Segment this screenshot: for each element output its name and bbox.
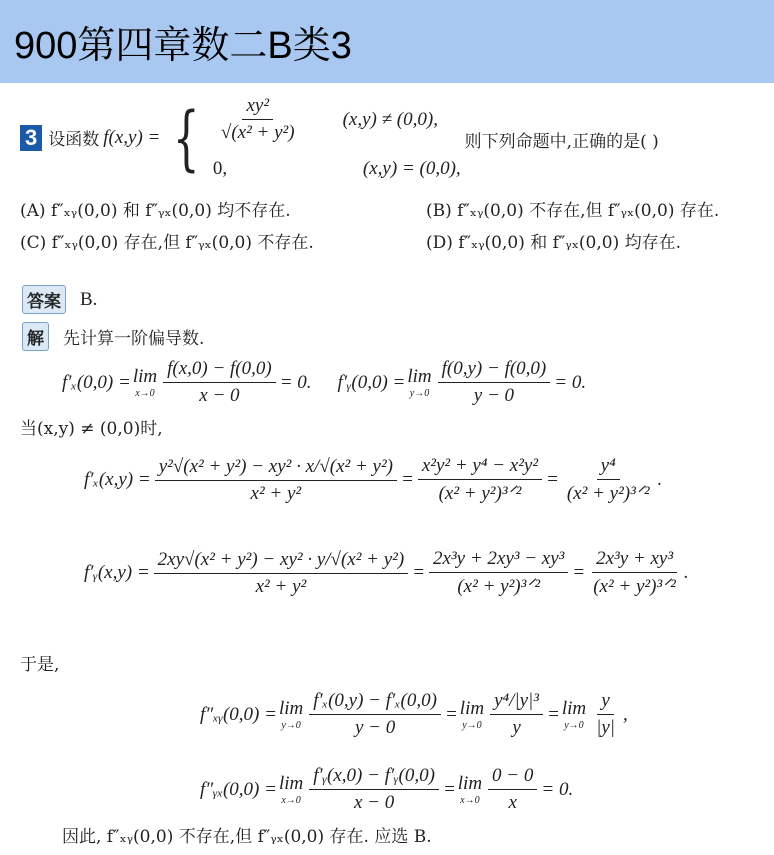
answer-value: B. [80,288,98,310]
lim-sub: y→0 [462,720,482,731]
problem-lead: 设函数 [48,130,100,150]
case1-denominator: √(x² + y²) [220,122,295,143]
fyx-lhs: f″ᵧₓ(0,0) = [200,778,277,800]
fx0-res: = 0. [279,371,312,393]
lim: lim [132,366,158,387]
brace: { [173,96,201,179]
option-b: (B) f″ₓᵧ(0,0) 不存在,但 f″ᵧₓ(0,0) 存在. [426,201,720,221]
lim: lim [278,698,304,719]
solution-intro: 先计算一阶偏导数. [63,329,205,349]
lim: lim [278,773,304,794]
fx-num2: x²y² + y⁴ − x²y² [418,455,542,480]
case1-numerator: xy² [242,95,273,120]
fx-lhs: f′ₓ(x,y) = [84,469,151,490]
lim: lim [407,366,432,387]
lim: lim [459,698,485,719]
lim: lim [561,698,587,719]
fy-den2: (x² + y²)³ᐟ² [457,576,541,597]
lim-sub: y→0 [281,720,301,731]
fx-derivation: f′ₓ(x,y) = $\frac{\text{y²√(x² + y²) − xy² · x/√(x² + y²)}}{\text{x² + y²}}$ = $\frac{\text{x²y² + y⁴ − x²y²}}{\text{(x² + y²)³ᐟ²}}$ = $\frac{\text{y⁴}}{\text{(x² + y²)³ᐟ²}}$ . [84,455,663,504]
fy-num: 2xy√(x² + y²) − xy² · y/√(x² + y²) [154,549,409,574]
fyx-derivation: f″ᵧₓ(0,0) = lim x→0 $\frac{\text{f′ᵧ(x,0) − f′ᵧ(0,0)}}{x - 0}$ = lim x→0 $\frac{0 - 0}{x}$ = 0. [200,765,574,813]
fxy-den3: |y| [596,717,615,738]
fy-num2: 2x³y + 2xy³ − xy³ [429,548,568,573]
fx-den2: (x² + y²)³ᐟ² [438,483,522,504]
first-partials-at-origin [62,358,586,407]
fx-den: x² + y² [250,482,302,504]
option-c: (C) f″ₓᵧ(0,0) 存在,但 f″ᵧₓ(0,0) 不存在. [20,233,314,253]
lim-sub: x→0 [135,388,155,399]
lim-sub: x→0 [460,795,480,806]
fy0-den: y − 0 [473,385,515,406]
thus-line: 于是, [20,655,60,675]
fx-den3: (x² + y²)³ᐟ² [566,483,650,504]
fy0-res: = 0. [554,371,587,393]
problem-number: 3 [20,125,42,151]
lim-sub: y→0 [409,388,430,399]
function-lhs: f(x,y) = [103,126,161,148]
fx-num3: y⁴ [597,455,620,480]
fy-lhs: f′ᵧ(x,y) = [84,562,150,583]
problem-statement [20,95,659,180]
fxy-num: f′ₓ(0,y) − f′ₓ(0,0) [309,690,441,715]
case1-condition: (x,y) ≠ (0,0), [342,108,438,130]
fx0-num: f(x,0) − f(0,0) [163,358,276,383]
fy-den: x² + y² [255,575,307,597]
fy-den3: (x² + y²)³ᐟ² [593,576,676,597]
lim-sub: y→0 [564,720,584,731]
fyx-den: x − 0 [353,792,395,813]
option-d: (D) f″ₓᵧ(0,0) 和 f″ᵧₓ(0,0) 均存在. [426,233,682,253]
fy0-lhs: f′ᵧ(0,0) = [337,371,406,393]
header-bar [0,0,774,83]
lim-sub: x→0 [281,795,301,806]
condition-line: 当(x,y) ≠ (0,0)时, [20,419,163,439]
fyx-num: f′ᵧ(x,0) − f′ᵧ(0,0) [309,765,439,790]
solution-tag: 解 [22,322,49,351]
case2-condition: (x,y) = (0,0), [362,158,461,179]
fxy-lhs: f″ₓᵧ(0,0) = [200,703,277,725]
answer-tag: 答案 [22,285,66,314]
problem-question: 则下列命题中,正确的是( ) [464,132,659,152]
page-title: 900第四章数二B类3 [14,25,352,67]
fx0-den: x − 0 [199,385,240,406]
fxy-num3: y [597,690,613,715]
fy-num3: 2x³y + xy³ [592,548,677,573]
option-a: (A) f″ₓᵧ(0,0) 和 f″ᵧₓ(0,0) 均不存在. [20,201,291,221]
fy-derivation: f′ᵧ(x,y) = $\frac{\text{2xy√(x² + y²) − xy² · y/√(x² + y²)}}{\text{x² + y²}}$ = $\frac{\text{2x³y + 2xy³ − xy³}}{\text{(x² + y²)³ᐟ²}}$ = $\frac{\text{2x³y + xy³}}{\text{(x² + y²)³ᐟ²}}$ . [84,548,689,597]
fy0-num: f(0,y) − f(0,0) [438,358,551,383]
piecewise-cases [213,95,461,180]
fx-num: y²√(x² + y²) − xy² · x/√(x² + y²) [155,456,397,481]
fxy-den2: y [512,717,521,738]
solution-intro-line [22,322,204,351]
answer-line [22,285,97,314]
fxy-derivation: f″ₓᵧ(0,0) = lim y→0 $\frac{\text{f′ₓ(0,y) − f′ₓ(0,0)}}{y - 0}$ = lim y→0 $\frac{\text{y⁴/|y|³}}{y}$ = lim y→0 $\frac{y}{|y|}$ , [200,690,628,738]
case2-value: 0, [212,158,228,179]
conclusion: 因此, f″ₓᵧ(0,0) 不存在,但 f″ᵧₓ(0,0) 存在. 应选 B. [62,827,432,847]
fxy-num2: y⁴/|y|³ [490,690,543,715]
fx0-lhs: f′ₓ(0,0) = [62,371,131,393]
fxy-den: y − 0 [354,717,396,738]
fyx-den2: x [508,792,517,813]
fyx-num2: 0 − 0 [488,765,537,790]
fyx-res: = 0. [541,778,574,800]
lim: lim [457,773,483,794]
